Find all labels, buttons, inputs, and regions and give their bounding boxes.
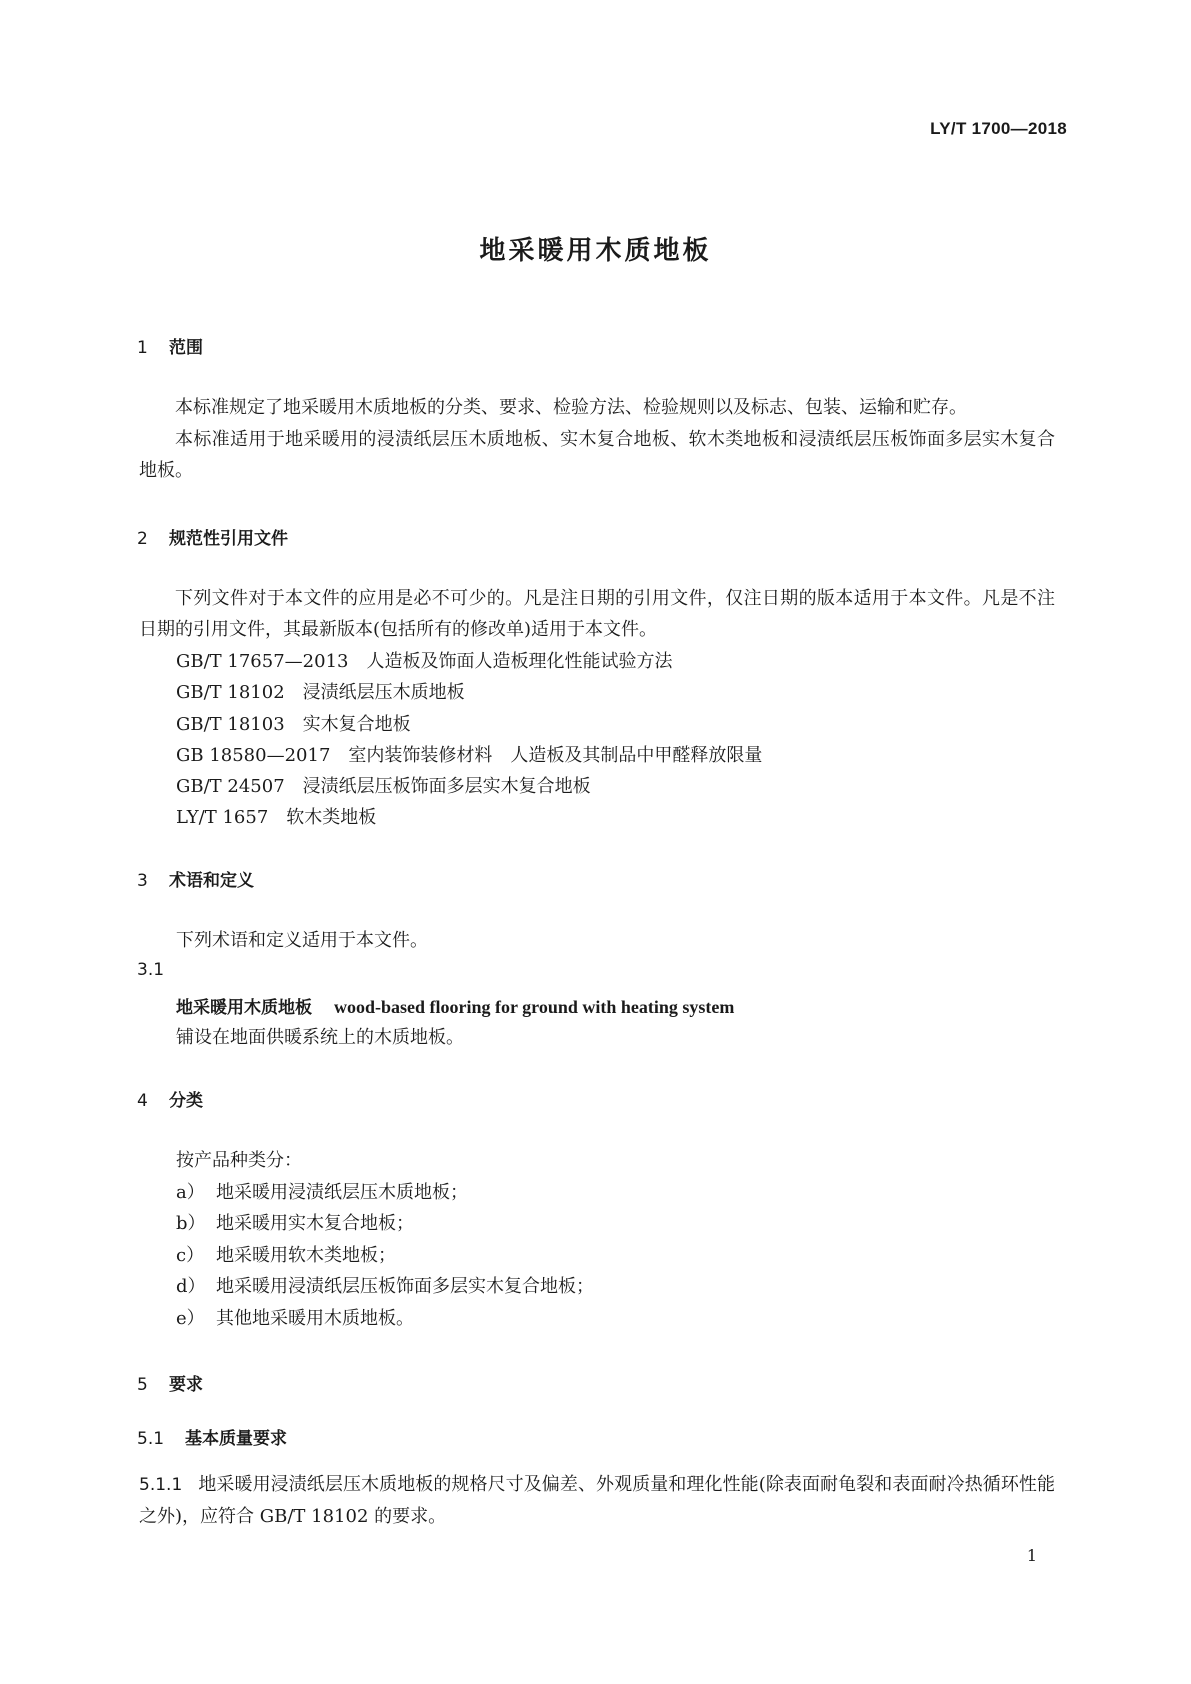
reference-code: GB/T 18103 [176,714,285,735]
reference-title: 室内装饰装修材料 人造板及其制品中甲醛释放限量 [348,745,763,766]
classification-intro: 按产品种类分： [176,1150,302,1171]
list-text: 地采暖用软木类地板； [216,1245,396,1266]
section-2-heading [137,524,288,549]
reference-code: GB/T 24507 [176,776,285,797]
terms-intro: 下列术语和定义适用于本文件。 [176,930,428,951]
reference-code: LY/T 1657 [176,807,269,828]
list-marker: e） [176,1308,205,1329]
section-title: 规范性引用文件 [169,529,288,549]
term-definition: 铺设在地面供暖系统上的木质地板。 [176,1027,464,1048]
reference-code: GB/T 17657—2013 [176,651,349,672]
section-1-heading [137,333,203,358]
term-chinese: 地采暖用木质地板 [176,998,312,1018]
standard-code: LY/T 1700—2018 [930,119,1067,138]
list-marker: a） [176,1182,205,1203]
subsection-title: 基本质量要求 [185,1429,287,1449]
term-entry [176,993,734,1018]
reference-item [176,646,672,677]
document-title: 地采暖用木质地板 [479,236,712,266]
list-item [176,1271,594,1302]
subsection-number: 5.1 [137,1429,165,1449]
list-text: 地采暖用实木复合地板； [216,1213,414,1234]
clause-text: 地采暖用浸渍纸层压木质地板的规格尺寸及偏差、外观质量和理化性能(除表面耐龟裂和表面耐冷热循环性能之外)，应符合 GB/T 18102 的要求。 [139,1474,1055,1527]
section-number: 4 [137,1091,148,1111]
section-title: 分类 [169,1091,203,1111]
references-intro: 下列文件对于本文件的应用是必不可少的。凡是注日期的引用文件，仅注日期的版本适用于本文件。凡是不注日期的引用文件，其最新版本(包括所有的修改单)适用于本文件。 [139,588,1055,640]
section-title: 要求 [169,1375,203,1395]
section-number: 5 [137,1375,148,1395]
reference-code: GB 18580—2017 [176,745,331,766]
clause-number: 5.1.1 [139,1475,183,1495]
section-4-heading [137,1086,203,1111]
section-5-heading [137,1370,203,1395]
reference-title: 软木类地板 [286,807,377,828]
section-3-heading [137,866,254,891]
list-item [176,1240,396,1271]
list-item [176,1177,468,1208]
section-number: 2 [137,529,148,549]
subsection-5-1-heading [137,1424,287,1449]
list-marker: c） [176,1245,205,1266]
reference-title: 实木复合地板 [302,714,411,735]
section-title: 术语和定义 [169,871,254,891]
list-marker: b） [176,1213,206,1234]
reference-title: 人造板及饰面人造板理化性能试验方法 [366,651,673,672]
section-number: 3 [137,871,148,891]
reference-item [176,740,762,771]
section-number: 1 [137,338,148,358]
reference-item [176,771,591,802]
scope-paragraph-2: 本标准适用于地采暖用的浸渍纸层压木质地板、实木复合地板、软木类地板和浸渍纸层压板饰面多层实木复合地板。 [139,429,1055,481]
reference-title: 浸渍纸层压板饰面多层实木复合地板 [302,776,591,797]
page-number: 1 [1026,1546,1037,1565]
term-number: 3.1 [137,960,165,980]
list-item [176,1208,414,1239]
list-text: 地采暖用浸渍纸层压木质地板； [216,1182,468,1203]
list-text: 地采暖用浸渍纸层压板饰面多层实木复合地板； [216,1276,594,1297]
list-item [176,1303,414,1334]
reference-code: GB/T 18102 [176,682,285,703]
list-marker: d） [176,1276,206,1297]
list-text: 其他地采暖用木质地板。 [216,1308,414,1329]
reference-title: 浸渍纸层压木质地板 [302,682,465,703]
section-title: 范围 [169,338,203,358]
reference-item [176,677,465,708]
reference-item [176,709,411,740]
scope-paragraph-1: 本标准规定了地采暖用木质地板的分类、要求、检验方法、检验规则以及标志、包装、运输和贮存。 [175,397,967,418]
clause-5-1-1 [139,1469,1055,1532]
reference-item [176,802,376,833]
term-english: wood-based flooring for ground with heating system [334,997,735,1017]
